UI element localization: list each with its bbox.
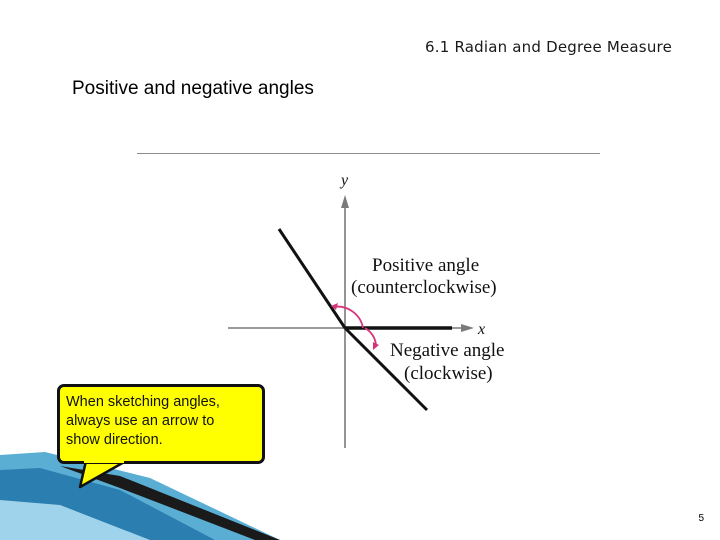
positive-angle-label: Positive angle	[372, 255, 480, 276]
negative-angle-sublabel: (clockwise)	[404, 363, 493, 384]
callout-line: always use an arrow to	[66, 413, 215, 429]
positive-angle-sublabel: (counterclockwise)	[351, 277, 497, 298]
callout-note	[57, 384, 265, 464]
callout-line: show direction.	[66, 432, 163, 448]
negative-angle-arc	[365, 328, 376, 345]
slide-heading: Positive and negative angles	[72, 78, 314, 99]
page-number: 5	[698, 513, 704, 524]
section-title: 6.1 Radian and Degree Measure	[425, 38, 672, 56]
callout-line: When sketching angles,	[66, 394, 220, 410]
swoosh-decoration	[0, 452, 280, 540]
y-axis-arrowhead	[341, 195, 349, 208]
x-axis-label: x	[478, 321, 486, 338]
positive-terminal-side	[279, 229, 345, 328]
y-axis-label: y	[341, 172, 349, 189]
x-axis-arrowhead	[461, 324, 474, 332]
negative-angle-label: Negative angle	[390, 340, 505, 361]
